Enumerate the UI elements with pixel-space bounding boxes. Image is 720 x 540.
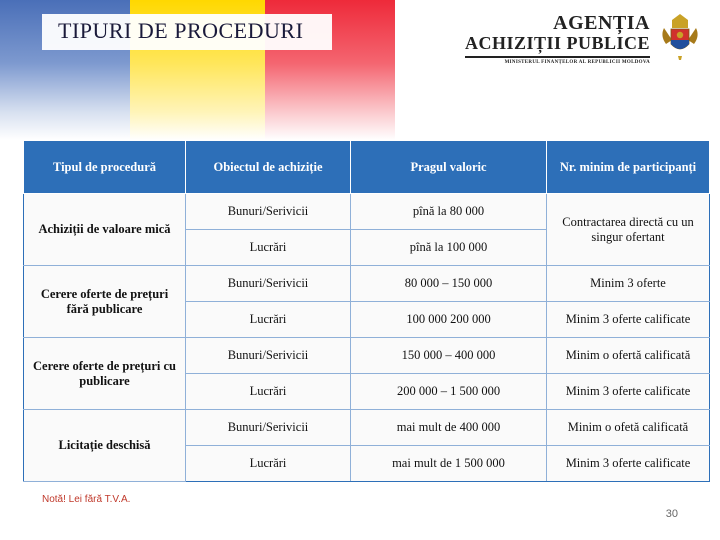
header-min-participants: Nr. minim de participanți bbox=[547, 141, 710, 194]
object-cell: Bunuri/Serivicii bbox=[186, 410, 351, 446]
page-number: 30 bbox=[665, 508, 678, 520]
header-object: Obiectul de achiziție bbox=[186, 141, 351, 194]
slide-title: TIPURI DE PROCEDURI bbox=[58, 18, 304, 43]
procedure-type-cell: Cerere oferte de prețuri fără publicare bbox=[24, 266, 186, 338]
object-cell: Bunuri/Serivicii bbox=[186, 266, 351, 302]
threshold-cell: 100 000 200 000 bbox=[351, 302, 547, 338]
object-cell: Bunuri/Serivicii bbox=[186, 194, 351, 230]
object-cell: Lucrări bbox=[186, 446, 351, 482]
object-cell: Lucrări bbox=[186, 374, 351, 410]
table-row bbox=[24, 410, 710, 446]
participants-cell: Minim o ofertă calificată bbox=[547, 338, 710, 374]
logo-line-achizitii: ACHIZIȚII PUBLICE bbox=[464, 33, 650, 53]
participants-cell: Minim 3 oferte calificate bbox=[547, 302, 710, 338]
participants-cell: Minim 3 oferte calificate bbox=[547, 446, 710, 482]
participants-cell: Minim 3 oferte bbox=[547, 266, 710, 302]
logo-line-ministry: MINISTERUL FINANȚELOR AL REPUBLICII MOLDOVA bbox=[504, 60, 650, 65]
header-threshold: Pragul valoric bbox=[351, 141, 547, 194]
object-cell: Lucrări bbox=[186, 302, 351, 338]
threshold-cell: 80 000 – 150 000 bbox=[351, 266, 547, 302]
procedure-type-cell: Cerere oferte de prețuri cu publicare bbox=[24, 338, 186, 410]
agency-logo-text bbox=[465, 12, 650, 65]
object-cell: Bunuri/Serivicii bbox=[186, 338, 351, 374]
threshold-cell: mai mult de 1 500 000 bbox=[351, 446, 547, 482]
participants-cell: Minim 3 oferte calificate bbox=[547, 374, 710, 410]
table-row bbox=[24, 194, 710, 230]
threshold-cell: 200 000 – 1 500 000 bbox=[351, 374, 547, 410]
threshold-cell: pînă la 80 000 bbox=[351, 194, 547, 230]
table-row bbox=[24, 266, 710, 302]
threshold-cell: mai mult de 400 000 bbox=[351, 410, 547, 446]
procedure-type-cell: Achiziții de valoare mică bbox=[24, 194, 186, 266]
logo-divider bbox=[465, 56, 650, 58]
table-header-row bbox=[24, 141, 710, 194]
participants-cell: Minim o ofetă calificată bbox=[547, 410, 710, 446]
procedure-type-cell: Licitație deschisă bbox=[24, 410, 186, 482]
procedures-table bbox=[23, 140, 710, 482]
table-row bbox=[24, 338, 710, 374]
header-procedure-type: Tipul de procedură bbox=[24, 141, 186, 194]
vat-note: Notă! Lei fără T.V.A. bbox=[42, 494, 131, 505]
object-cell: Lucrări bbox=[186, 230, 351, 266]
participants-cell: Contractarea directă cu un singur ofertant bbox=[547, 194, 710, 266]
logo-line-agentia: AGENȚIA bbox=[553, 12, 650, 34]
threshold-cell: pînă la 100 000 bbox=[351, 230, 547, 266]
threshold-cell: 150 000 – 400 000 bbox=[351, 338, 547, 374]
coat-of-arms-icon bbox=[658, 10, 702, 62]
